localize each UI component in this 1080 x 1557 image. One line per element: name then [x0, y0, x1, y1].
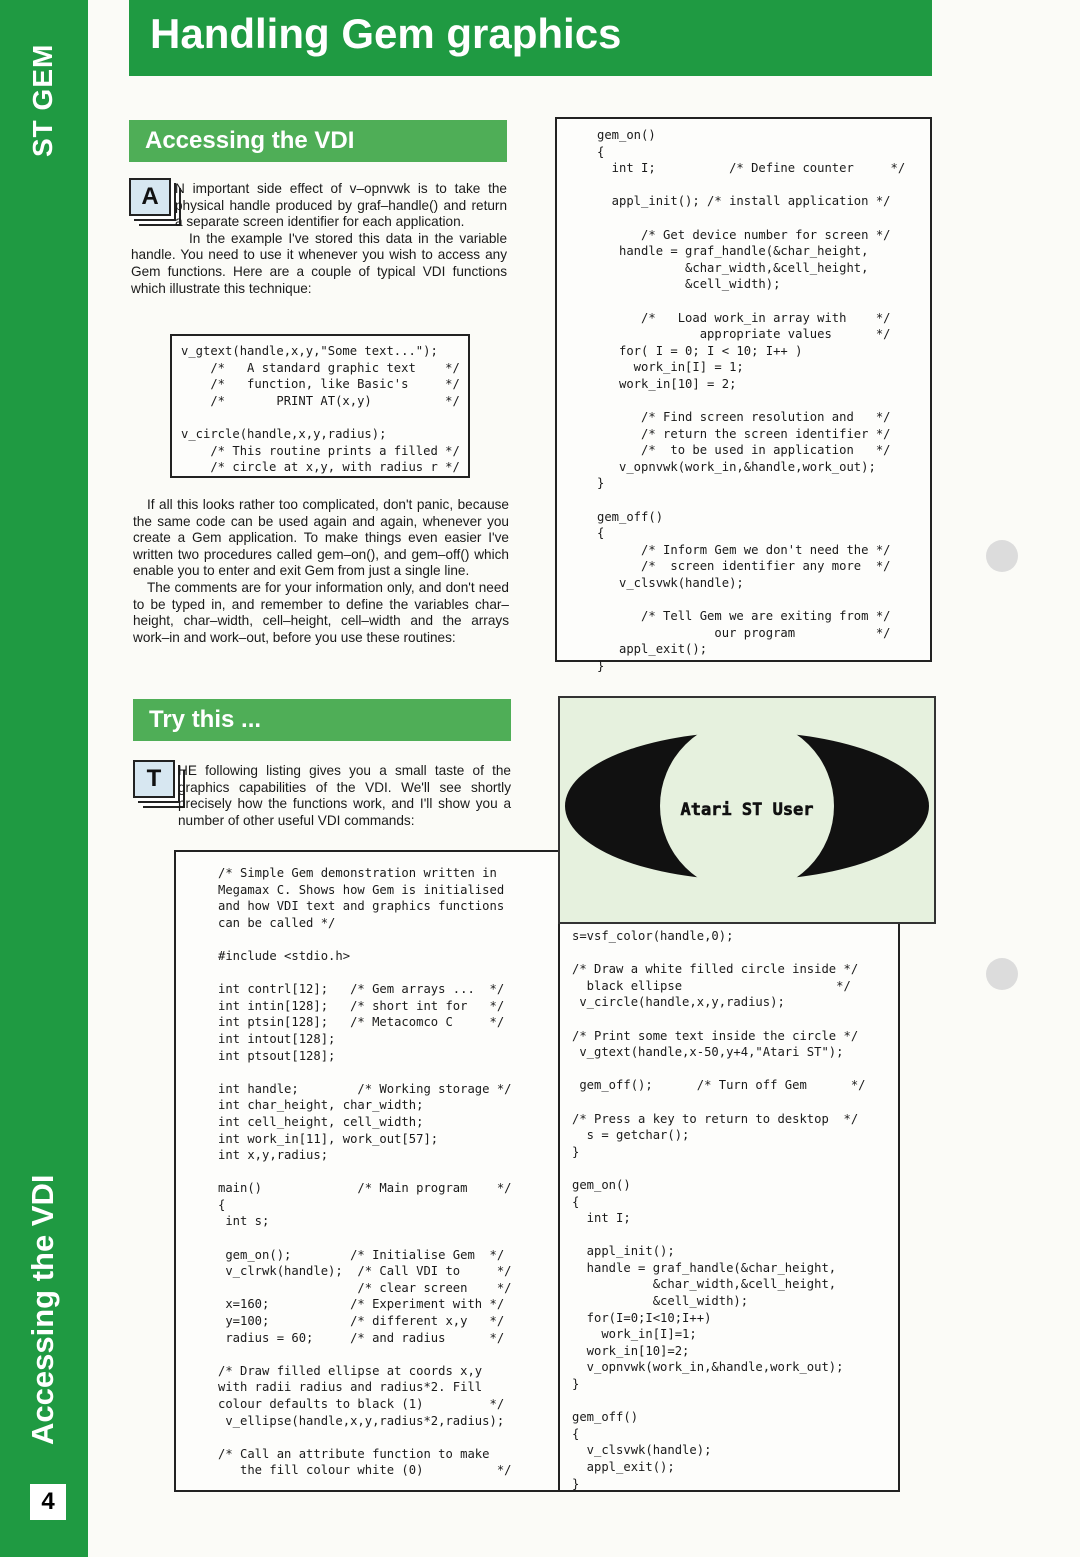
code-listing-gem-on-off: gem_on() { int I; /* Define counter */ appl_init(); /* install application */ /* Get device number for screen */ handle = graf_handle(&char_height, &char_width,&cell_height, &cell_width); /* Load work_in array with */ appropriate values */ for( I = 0; I < 10; I++ ) work_in[I] = 1; work_in[10] = 2; /* Find screen resolution and */ /* return the screen identifier */ /* to be used in application */ v_opnvwk(work_in,&handle,work_out); } gem_off() { /* Inform Gem we don't need the */ /* screen identifier any more */ v_clsvwk(handle); /* Tell Gem we are exiting from */ our program */ appl_exit(); }: [597, 128, 906, 673]
code-listing-main-continued: s=vsf_color(handle,0); /* Draw a white filled circle inside */ black ellipse */ v_circle(handle,x,y,radius); /* Print some text inside the circle */ v_gtext(handle,x-50,y+4,"Atari ST"); gem_off(); /* Turn off Gem */ /* Press a key to return to desktop */ s = getchar(); } gem_on() { int I; appl_init(); handle = graf_handle(&char_height, &char_width,&cell_height, &cell_width); for(I=0;I<10;I++) work_in[I]=1; work_in[10]=2; v_opnvwk(work_in,&handle,work_out); } gem_off() { v_clsvwk(handle); appl_exit(); }: [572, 929, 866, 1491]
dropcap-t: T: [133, 760, 175, 798]
section2-p1: HE following listing gives you a small taste of the graphics capabilities of the VDI. We'll see shortly precisely how the functions work, and I'll show you a number of other useful VDI commands:: [178, 763, 511, 828]
section-heading-accessing-vdi: Accessing the VDI: [129, 120, 507, 162]
section1-p3: If all this looks rather too complicated, don't panic, because the same code can be used again and again, whenever you create a Gem application. To make things even easier I've written two procedures called gem–on(), and gem–off() which enable you to enter and exit Gem from just a single line.: [133, 497, 509, 579]
code-box-gem-on-off: [555, 117, 932, 673]
sidebar-top-label: ST GEM: [27, 43, 58, 157]
code-listing-main: /* Simple Gem demonstration written in Megamax C. Shows how Gem is initialised and how VDI text and graphics functions can be called */ #include <stdio.h> int contrl[12]; /* Gem arrays ... */ int intin[128]; /* short int for */ int ptsin[128]; /* Metacomco C */ int intout[128]; int ptsout[128]; int handle; /* Working storage */ int char_height, char_width; int cell_height, cell_width; int work_in[11], work_out[57]; int x,y,radius; main() /* Main program */ { int s; gem_on(); /* Initialise Gem */ v_clrwk(handle); /* Call VDI to */ /* clear screen */ x=160; /* Experiment with */ y=100; /* different x,y */ radius = 60; /* and radius */ /* Draw filled ellipse at coords x,y with radii radius and radius*2. Fill colour defaults to black (1) */ v_ellipse(handle,x,y,radius*2,radius); /* Call an attribute function to make the fill colour white (0) */: [218, 866, 512, 1478]
section1-body: [133, 497, 509, 646]
dropcap-a: A: [129, 178, 171, 216]
section2-intro: [136, 763, 511, 829]
punch-hole-top: [986, 540, 1018, 572]
code-listing-small: v_gtext(handle,x,y,"Some text..."); /* A standard graphic text */ /* function, like Basic's */ /* PRINT AT(x,y) */ v_circle(handle,x,y,radius); /* This routine prints a filled */ /* circle at x,y, with radius r */: [181, 344, 460, 475]
page-title: Handling Gem graphics: [150, 10, 622, 57]
section1-p4: The comments are for your information only, and don't need to be typed in, and remember to define the variables char–height, char–width, cell–height, cell–width and the arrays work–in and work–out, before you use these routines:: [133, 579, 509, 645]
page-number: 4: [30, 1484, 66, 1520]
ellipse-graphic: [560, 698, 934, 922]
screen-text: Atari ST User: [680, 800, 814, 820]
code-box-main: [174, 850, 560, 1492]
sidebar-bottom-label: Accessing the VDI: [25, 1174, 60, 1446]
section1-p2: In the example I've stored this data in the variable handle. You need to use it whenever you wish to access any Gem functions. Here are a couple of typical VDI functions which illustrate this technique:: [131, 230, 507, 296]
punch-hole-bottom: [986, 958, 1018, 990]
code-box-main-continued: [530, 920, 900, 1492]
screen-output-image: [558, 696, 936, 924]
section1-p1: N important side effect of v–opnvwk is to take the physical handle produced by graf–handle() and return a separate screen identifier for each application.: [175, 181, 507, 230]
code-box-small: [170, 334, 470, 478]
section1-intro: [131, 181, 507, 297]
section-heading-try-this: Try this ...: [133, 699, 511, 741]
